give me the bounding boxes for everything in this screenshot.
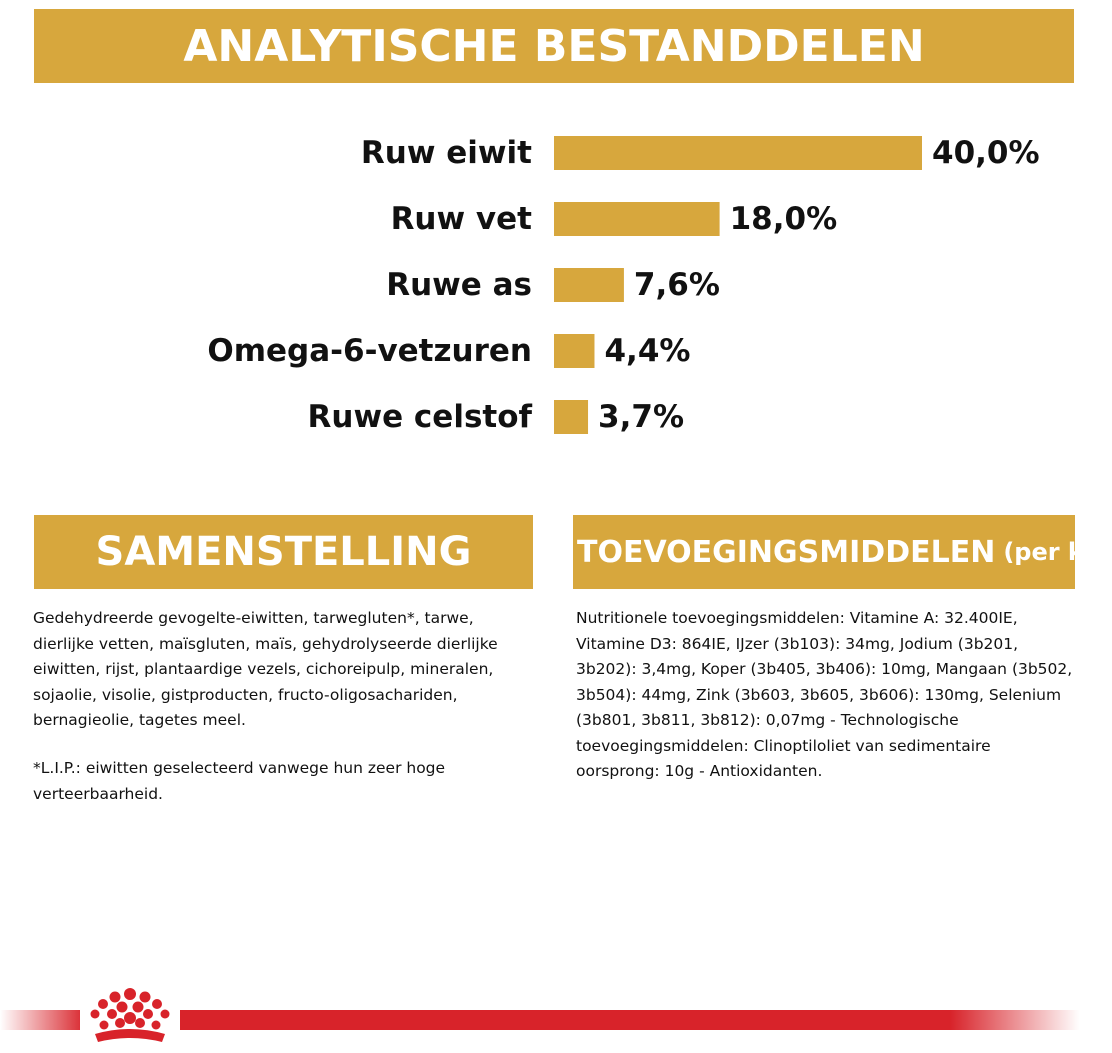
- footer-brand-strip: [0, 980, 1080, 1050]
- toevoegingsmiddelen-banner: [573, 515, 1112, 589]
- royal-crown-icon: [80, 988, 180, 1050]
- value-label: 18,0%: [729, 201, 838, 237]
- bar: [554, 268, 624, 302]
- toevoegingsmiddelen-unit: (per kg): [1003, 538, 1112, 566]
- analysis-banner: [34, 9, 1074, 83]
- toevoegingsmiddelen-text: Nutritionele toevoegingsmiddelen: Vitamine A: 32.400IE, Vitamine D3: 864IE, IJzer (3b103): 34mg, Jodium (3b201, 3b202): 3,4mg, Koper (3b405, 3b406): 10mg, Mangaan (3b502, 3b504): 44mg, Zink (3b603, 3b605, 3b606): 130mg, Selenium (3b801, 3b811, 3b812): 0,07mg - Technologische toevoegingsmiddelen: Clinoptiloliet van sedimentaire oorsprong: 10g - Antioxidanten.: [576, 609, 1073, 780]
- category-label: Omega-6-vetzuren: [207, 333, 532, 369]
- samenstelling-banner: [34, 515, 533, 589]
- category-label: Ruwe as: [386, 267, 532, 303]
- category-label: Ruw eiwit: [360, 135, 532, 171]
- bar: [554, 202, 720, 236]
- value-label: 40,0%: [932, 135, 1040, 171]
- toevoegingsmiddelen-title: TOEVOEGINGSMIDDELEN: [577, 534, 996, 570]
- value-label: 3,7%: [598, 399, 685, 435]
- analysis-title: ANALYTISCHE BESTANDDELEN: [183, 20, 925, 72]
- samenstelling-text: Gedehydreerde gevogelte-eiwitten, tarwegluten*, tarwe, dierlijke vetten, maïsgluten, maïs, gehydrolyseerde dierlijke eiwitten, rijst, plantaardige vezels, cichoreipulp, mineralen, sojaolie, visolie, gistproducten, fructo-oligosachariden, bernagieolie, tagetes meel.: [33, 609, 498, 729]
- bar: [554, 136, 922, 170]
- bar: [554, 400, 588, 434]
- analysis-bar-chart: [0, 100, 1080, 460]
- category-label: Ruwe celstof: [307, 399, 532, 435]
- category-label: Ruw vet: [390, 201, 532, 237]
- samenstelling-note: *L.I.P.: eiwitten geselecteerd vanwege hun zeer hoge verteerbaarheid.: [33, 759, 446, 803]
- samenstelling-title: SAMENSTELLING: [95, 529, 472, 575]
- value-label: 7,6%: [633, 267, 720, 303]
- bar: [554, 334, 594, 368]
- value-label: 4,4%: [604, 333, 691, 369]
